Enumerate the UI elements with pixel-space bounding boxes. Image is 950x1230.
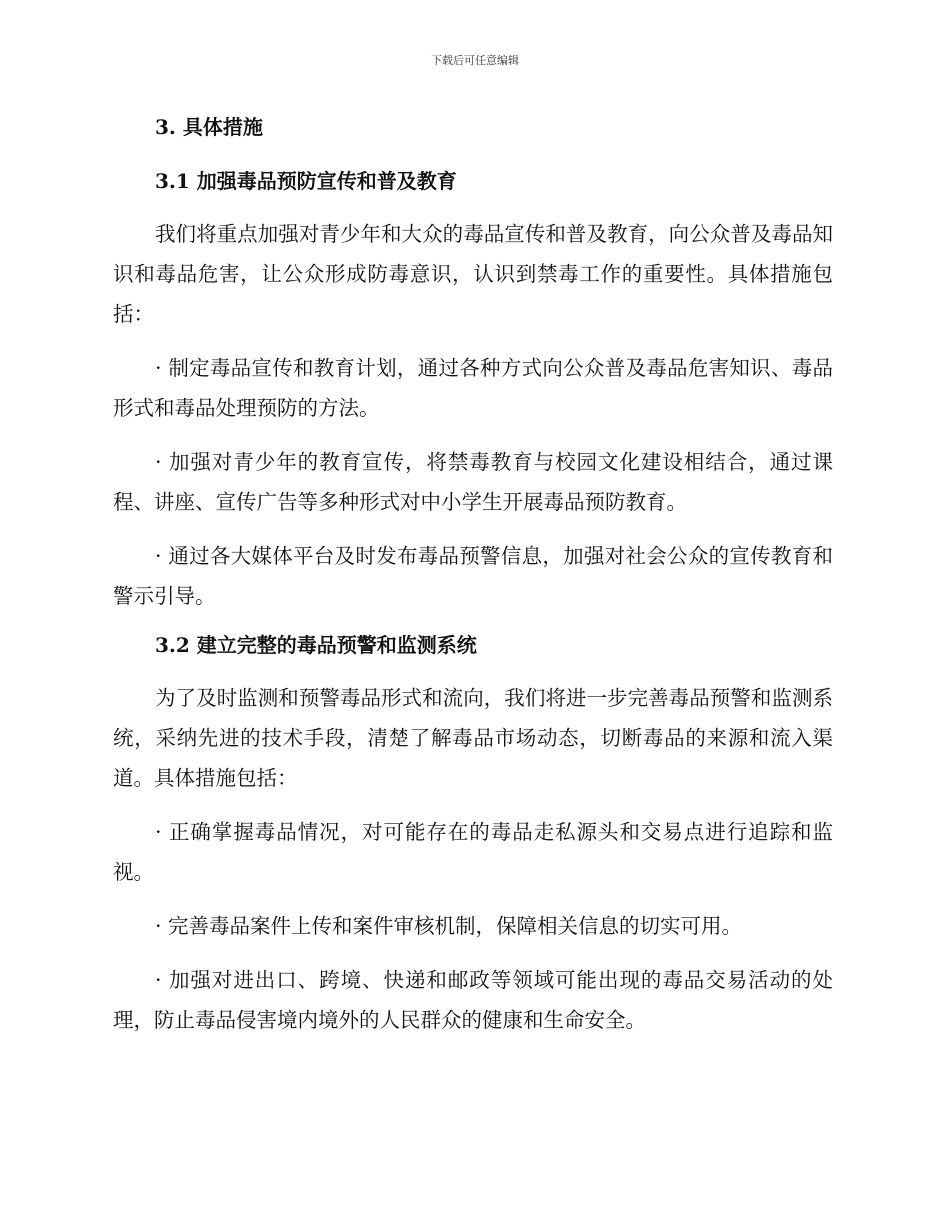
bullet-item: · 制定毒品宣传和教育计划，通过各种方式向公众普及毒品危害知识、毒品形式和毒品处理预防的方法。 (113, 356, 833, 420)
paragraph: 我们将重点加强对青少年和大众的毒品宣传和普及教育，向公众普及毒品知识和毒品危害，让公众形成防毒意识，认识到禁毒工作的重要性。具体措施包括： (113, 222, 833, 326)
bullet-item: · 加强对进出口、跨境、快递和邮政等领域可能出现的毒品交易活动的处理，防止毒品侵害境内境外的人民群众的健康和生命安全。 (113, 968, 833, 1032)
bullet-item: · 通过各大媒体平台及时发布毒品预警信息，加强对社会公众的宣传教育和警示引导。 (113, 544, 833, 608)
bullet-item: · 正确掌握毒品情况，对可能存在的毒品走私源头和交易点进行追踪和监视。 (113, 820, 833, 884)
subsection-title-3-1: 3.1 加强毒品预防宣传和普及教育 (155, 169, 457, 193)
page-header: 下载后可任意编辑 (431, 54, 519, 67)
bullet-item: · 完善毒品案件上传和案件审核机制，保障相关信息的切实可用。 (155, 914, 743, 938)
document-body (113, 112, 833, 1054)
paragraph: 为了及时监测和预警毒品形式和流向，我们将进一步完善毒品预警和监测系统，采纳先进的技术手段，清楚了解毒品市场动态，切断毒品的来源和流入渠道。具体措施包括： (113, 686, 833, 790)
bullet-item: · 加强对青少年的教育宣传，将禁毒教育与校园文化建设相结合，通过课程、讲座、宣传广告等多种形式对中小学生开展毒品预防教育。 (113, 450, 833, 514)
section-title: 3. 具体措施 (155, 115, 263, 139)
subsection-title-3-2: 3.2 建立完整的毒品预警和监测系统 (155, 633, 477, 657)
